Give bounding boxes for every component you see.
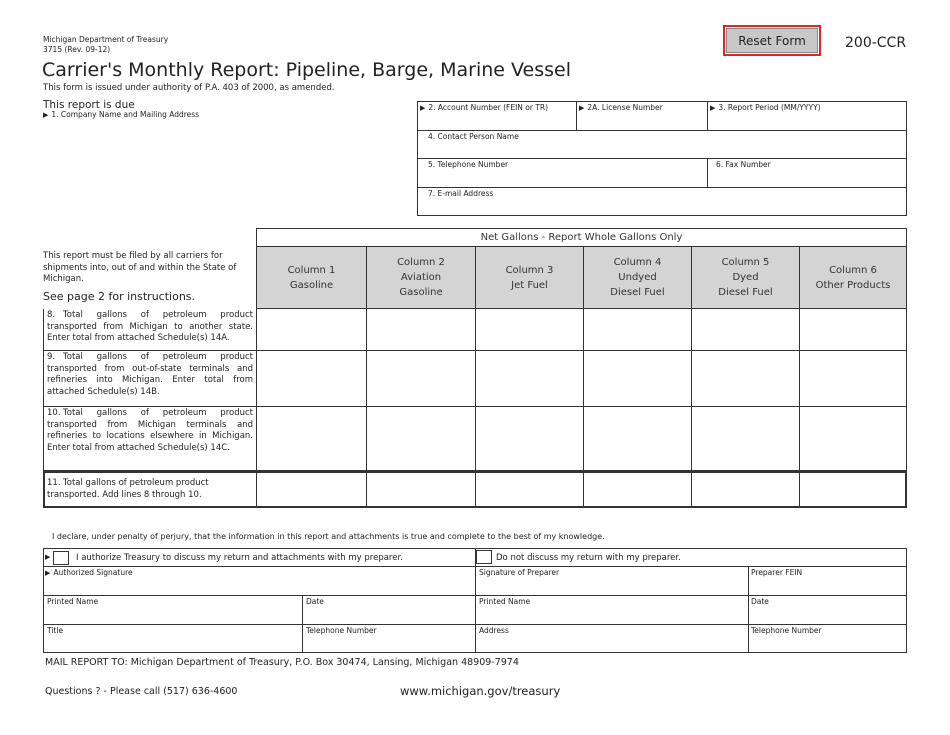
row-9-col-2-input[interactable] xyxy=(367,351,475,406)
row-11-col-1-input[interactable] xyxy=(257,473,366,506)
fax-label: 6. Fax Number xyxy=(716,160,771,169)
authorize-preparer-checkbox[interactable] xyxy=(53,551,69,565)
row-9-description: 9. Total gallons of petroleum product transported from out-of-state terminals and refineries into Michigan. Enter total from attached Schedule(s) 14B. xyxy=(47,352,253,397)
row-11-col-4-input[interactable] xyxy=(584,473,691,506)
telephone-signer-label: Telephone Number xyxy=(306,626,377,635)
preparer-address-input[interactable] xyxy=(476,635,748,653)
column-header-6: Column 6 Other Products xyxy=(815,264,891,291)
company-field-label: ▶ 1. Company Name and Mailing Address xyxy=(43,110,200,119)
report-period-input[interactable] xyxy=(708,112,907,130)
row-10-col-1-input[interactable] xyxy=(257,407,366,470)
telephone-input[interactable] xyxy=(417,169,707,187)
row-8-col-1-input[interactable] xyxy=(257,310,366,350)
email-label: 7. E-mail Address xyxy=(428,189,494,198)
preparer-fein-label: Preparer FEIN xyxy=(751,568,803,577)
questions-phone: Questions ? - Please call (517) 636-4600 xyxy=(45,686,238,697)
preparer-signature-label: Signature of Preparer xyxy=(479,568,560,577)
required-arrow-icon: ▶ xyxy=(45,553,51,561)
row-8-col-5-input[interactable] xyxy=(692,310,799,350)
row-10-col-5-input[interactable] xyxy=(692,407,799,470)
company-address-input[interactable] xyxy=(43,120,403,215)
printed-name-label: Printed Name xyxy=(47,597,99,606)
mail-address: Michigan Department of Treasury, P.O. Box 30474, Lansing, Michigan 48909-7974 xyxy=(130,657,519,668)
contact-person-input[interactable] xyxy=(417,141,907,158)
reset-form-frame xyxy=(723,25,821,56)
email-input[interactable] xyxy=(417,198,907,215)
column-header-5: Column 5 Dyed Diesel Fuel xyxy=(692,247,800,308)
row-10-description: 10. Total gallons of petroleum product transported from Michigan terminals and refineries to locations elsewhere in Michigan. Enter total from attached Schedule(s) 14C. xyxy=(47,408,253,453)
row-9-col-4-input[interactable] xyxy=(584,351,691,406)
form-revision: 3715 (Rev. 09-12) xyxy=(43,45,111,54)
required-arrow-icon: ▶ xyxy=(45,569,51,577)
authorized-signature-label: ▶ Authorized Signature xyxy=(45,568,133,577)
row-10-col-3-input[interactable] xyxy=(476,407,583,470)
row-11-col-6-input[interactable] xyxy=(800,473,905,506)
preparer-printed-name-input[interactable] xyxy=(476,606,748,624)
telephone-signer-input[interactable] xyxy=(303,635,475,653)
row-10-col-4-input[interactable] xyxy=(584,407,691,470)
row-10-col-6-input[interactable] xyxy=(800,407,906,470)
due-text: This report is due xyxy=(43,99,135,111)
row-8-col-6-input[interactable] xyxy=(800,310,906,350)
reset-form-button[interactable]: Reset Form xyxy=(726,28,818,53)
authorize-preparer-label: I authorize Treasury to discuss my return and attachments with my preparer. xyxy=(76,553,403,563)
column-header-2: Column 2 Aviation Gasoline xyxy=(367,247,476,308)
filing-note: This report must be filed by all carriers for shipments into, out of and within the State of Michigan. xyxy=(43,251,237,284)
row-10-col-2-input[interactable] xyxy=(367,407,475,470)
authorized-signature-input[interactable] xyxy=(44,577,475,595)
do-not-discuss-label: Do not discuss my return with my preparer. xyxy=(496,553,681,563)
row-11-col-2-input[interactable] xyxy=(367,473,475,506)
table-banner: Net Gallons - Report Whole Gallons Only xyxy=(256,228,907,247)
license-number-input[interactable] xyxy=(577,112,707,130)
row-11-col-3-input[interactable] xyxy=(476,473,583,506)
date-input[interactable] xyxy=(303,606,475,624)
row-11-description: 11. Total gallons of petroleum product transported. Add lines 8 through 10. xyxy=(47,478,209,500)
instructions-note: See page 2 for instructions. xyxy=(43,290,196,303)
mail-label: MAIL REPORT TO: xyxy=(45,657,128,668)
agency-name: Michigan Department of Treasury xyxy=(43,35,169,44)
row-8-description: 8. Total gallons of petroleum product transported from Michigan to another state. Enter total from attached Schedule(s) 14A. xyxy=(47,310,253,343)
preparer-date-input[interactable] xyxy=(749,606,906,624)
row-8-col-2-input[interactable] xyxy=(367,310,475,350)
telephone-label: 5. Telephone Number xyxy=(428,160,509,169)
license-number-label: ▶ 2A. License Number xyxy=(579,103,663,112)
printed-name-input[interactable] xyxy=(44,606,302,624)
row-9-col-6-input[interactable] xyxy=(800,351,906,406)
form-number: 200-CCR xyxy=(845,35,907,51)
required-arrow-icon: ▶ xyxy=(579,104,585,112)
required-arrow-icon: ▶ xyxy=(43,111,49,119)
required-arrow-icon: ▶ xyxy=(420,104,426,112)
website-link[interactable]: www.michigan.gov/treasury xyxy=(400,684,561,698)
preparer-fein-input[interactable] xyxy=(749,577,906,595)
row-8-col-4-input[interactable] xyxy=(584,310,691,350)
do-not-discuss-checkbox[interactable] xyxy=(476,550,492,564)
preparer-telephone-label: Telephone Number xyxy=(751,626,822,635)
preparer-date-label: Date xyxy=(751,597,769,606)
preparer-printed-name-label: Printed Name xyxy=(479,597,531,606)
row-11-col-5-input[interactable] xyxy=(692,473,799,506)
title-label: Title xyxy=(47,626,64,635)
row-9-col-5-input[interactable] xyxy=(692,351,799,406)
preparer-signature-input[interactable] xyxy=(476,577,748,595)
contact-person-label: 4. Contact Person Name xyxy=(428,132,519,141)
account-number-input[interactable] xyxy=(417,112,576,130)
column-header-3: Column 3 Jet Fuel xyxy=(476,247,584,308)
authority-text: This form is issued under authority of P.A. 403 of 2000, as amended. xyxy=(43,83,335,93)
title-input[interactable] xyxy=(44,635,302,653)
account-number-label: ▶ 2. Account Number (FEIN or TR) xyxy=(420,103,549,112)
preparer-telephone-input[interactable] xyxy=(749,635,906,653)
report-period-label: ▶ 3. Report Period (MM/YYYY) xyxy=(710,103,821,112)
column-header-4: Column 4 Undyed Diesel Fuel xyxy=(584,247,692,308)
row-9-col-3-input[interactable] xyxy=(476,351,583,406)
declaration-text: I declare, under penalty of perjury, that the information in this report and attachments is true and complete to the best of my knowledge. xyxy=(52,532,605,541)
mail-report-to xyxy=(45,657,519,668)
required-arrow-icon: ▶ xyxy=(710,104,716,112)
column-header-1: Column 1 Gasoline xyxy=(257,247,367,308)
row-9-col-1-input[interactable] xyxy=(257,351,366,406)
page-title: Carrier's Monthly Report: Pipeline, Barge, Marine Vessel xyxy=(42,59,571,81)
preparer-address-label: Address xyxy=(479,626,509,635)
column-headers xyxy=(256,247,907,309)
date-label: Date xyxy=(306,597,324,606)
row-8-col-3-input[interactable] xyxy=(476,310,583,350)
fax-input[interactable] xyxy=(708,169,907,187)
